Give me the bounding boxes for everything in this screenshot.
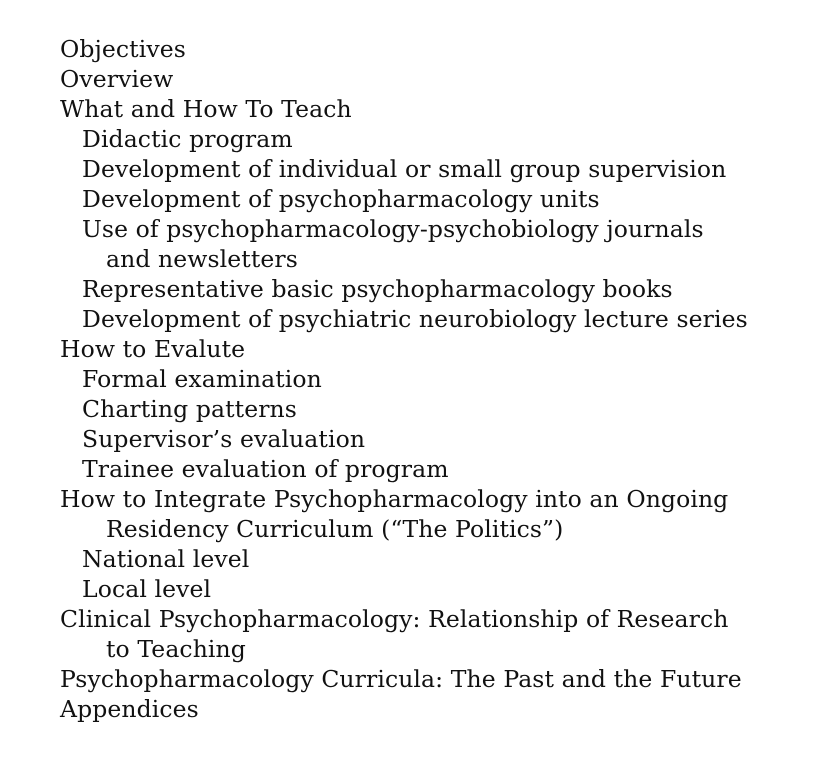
toc-subheading: Didactic program	[82, 125, 293, 153]
toc-subheading: National level	[82, 545, 250, 573]
toc-subheading: Development of psychopharmacology units	[82, 185, 600, 213]
toc-subheading: Formal examination	[82, 365, 322, 393]
toc-subheading: Local level	[82, 575, 212, 603]
toc-heading: Overview	[60, 65, 174, 93]
toc-subheading: Representative basic psychopharmacology books	[82, 275, 673, 303]
toc-continuation-line: to Teaching	[106, 635, 246, 663]
table-of-contents	[58, 34, 798, 724]
toc-heading: Objectives	[60, 35, 186, 63]
toc-heading: How to Integrate Psychopharmacology into an Ongoing	[60, 485, 729, 513]
toc-subheading: Use of psychopharmacology-psychobiology journals	[82, 215, 704, 243]
toc-heading: Appendices	[60, 695, 199, 723]
toc-subheading: Supervisor’s evaluation	[82, 425, 366, 453]
toc-heading: Psychopharmacology Curricula: The Past and the Future	[60, 665, 742, 693]
toc-continuation-line: and newsletters	[106, 245, 298, 273]
toc-subheading: Trainee evaluation of program	[82, 455, 449, 483]
toc-heading: How to Evalute	[60, 335, 246, 363]
toc-continuation-line: Residency Curriculum (“The Politics”)	[106, 515, 564, 543]
toc-heading: What and How To Teach	[60, 95, 352, 123]
toc-subheading: Charting patterns	[82, 395, 297, 423]
toc-subheading: Development of individual or small group supervision	[82, 155, 727, 183]
toc-heading: Clinical Psychopharmacology: Relationship of Research	[60, 605, 729, 633]
toc-subheading: Development of psychiatric neurobiology lecture series	[82, 305, 748, 333]
